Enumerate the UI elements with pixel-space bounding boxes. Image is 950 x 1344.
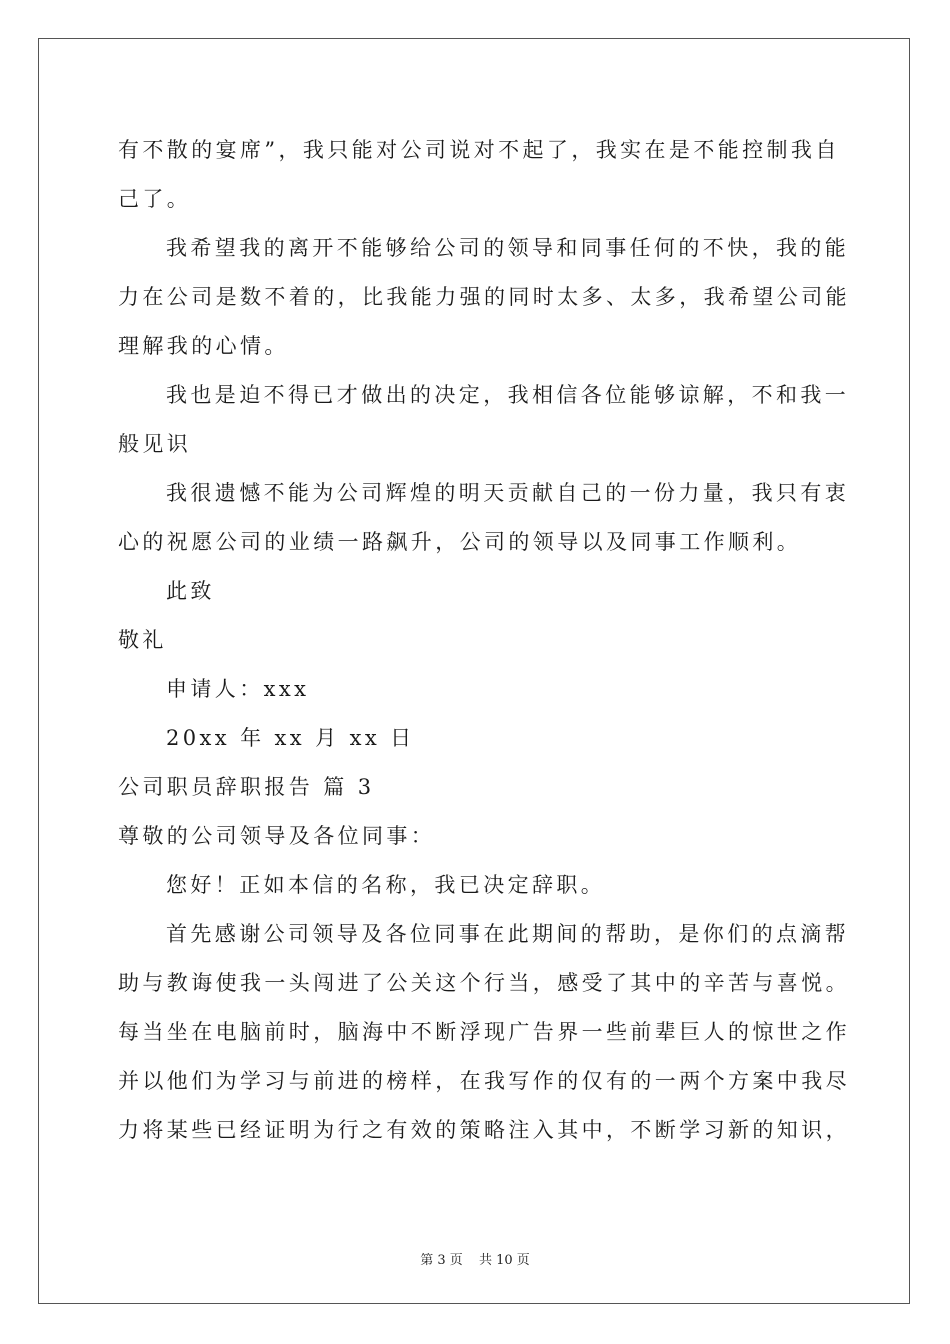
page-total: 共 10 页 xyxy=(478,1253,530,1268)
closing-regards: 敬礼 xyxy=(118,628,167,652)
page-number: 第 3 页 xyxy=(420,1253,463,1268)
text-line: 您好！正如本信的名称，我已决定辞职。 xyxy=(166,873,606,897)
text-line: 每当坐在电脑前时，脑海中不断浮现广告界一些前辈巨人的惊世之作 xyxy=(118,1020,850,1044)
text-line: 般见识 xyxy=(118,432,192,456)
text-line: 力将某些已经证明为行之有效的策略注入其中，不断学习新的知识， xyxy=(118,1118,850,1142)
applicant-signature: 申请人：xxx xyxy=(166,677,310,701)
letter-date: 20xx 年 xx 月 xx 日 xyxy=(166,726,415,750)
text-line: 首先感谢公司领导及各位同事在此期间的帮助，是你们的点滴帮 xyxy=(166,922,850,946)
text-line: 我很遗憾不能为公司辉煌的明天贡献自己的一份力量，我只有衷 xyxy=(166,481,850,505)
text-line: 我希望我的离开不能够给公司的领导和同事任何的不快，我的能 xyxy=(166,236,850,260)
text-line: 有不散的宴席”，我只能对公司说对不起了，我实在是不能控制我自 xyxy=(118,138,840,162)
text-line: 己了。 xyxy=(118,187,192,211)
text-line: 力在公司是数不着的，比我能力强的同时太多、太多，我希望公司能 xyxy=(118,285,850,309)
greeting: 尊敬的公司领导及各位同事： xyxy=(118,824,436,848)
text-line: 理解我的心情。 xyxy=(118,334,289,358)
text-line: 助与教诲使我一头闯进了公关这个行当，感受了其中的辛苦与喜悦。 xyxy=(118,971,850,995)
text-line: 并以他们为学习与前进的榜样，在我写作的仅有的一两个方案中我尽 xyxy=(118,1069,850,1093)
text-line: 我也是迫不得已才做出的决定，我相信各位能够谅解，不和我一 xyxy=(166,383,850,407)
closing-salutation: 此致 xyxy=(166,579,215,603)
section-title: 公司职员辞职报告 篇 3 xyxy=(118,775,375,799)
page-frame xyxy=(38,38,910,1304)
text-line: 心的祝愿公司的业绩一路飙升，公司的领导以及同事工作顺利。 xyxy=(118,530,802,554)
page-footer xyxy=(0,1249,950,1268)
